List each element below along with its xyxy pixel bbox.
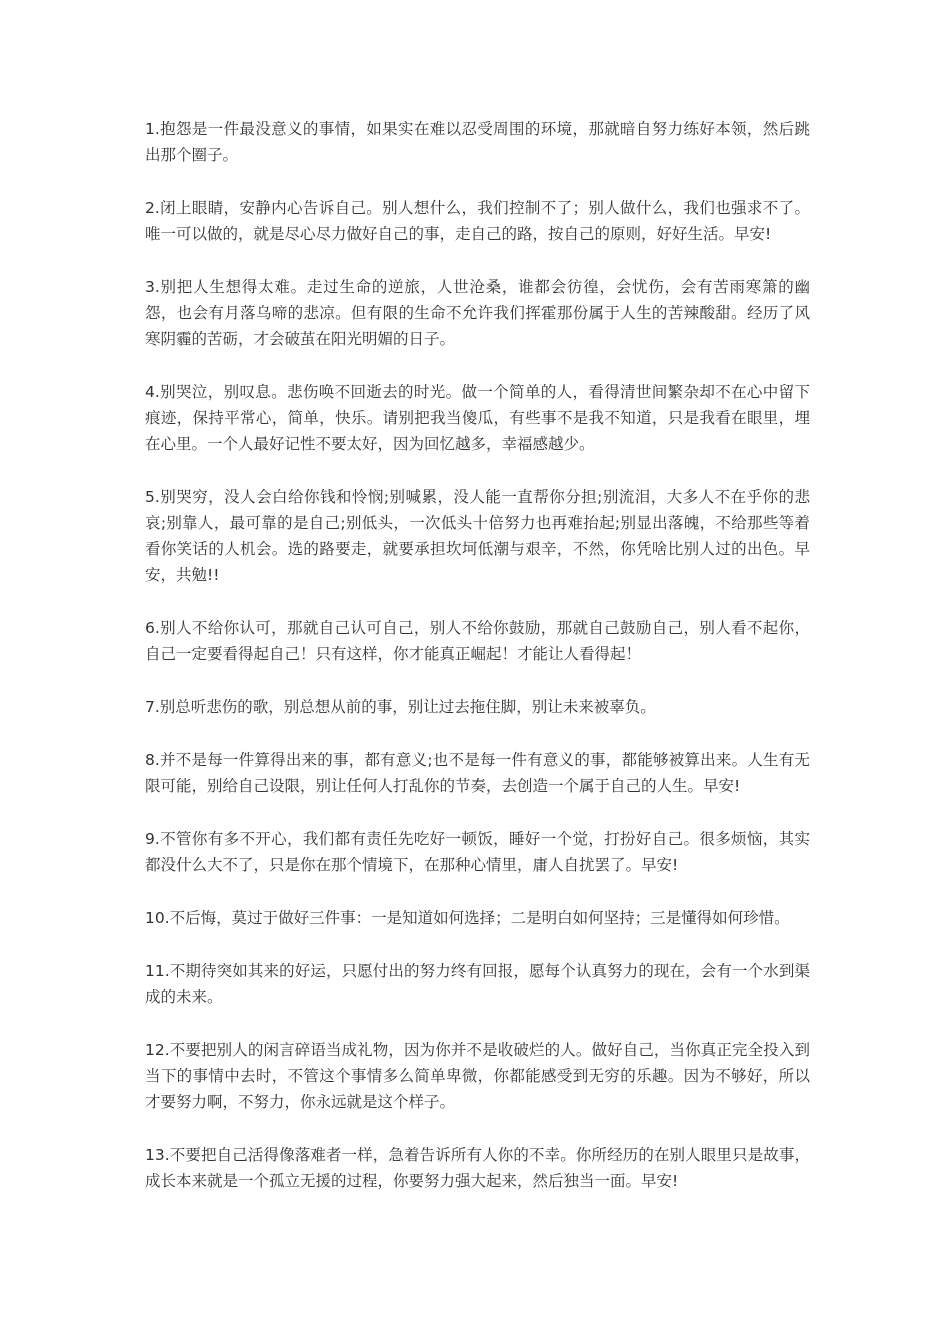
paragraph-5: 5.别哭穷，没人会白给你钱和怜悯;别喊累，没人能一直帮你分担;别流泪，大多人不在乎你的悲哀;别靠人，最可靠的是自己;别低头，一次低头十倍努力也再难抬起;别显出落魄，不给那些等着看你笑话的人机会。选的路要走，就要承担坎坷低潮与艰辛，不然，你凭啥比别人过的出色。早安，共勉!! — [145, 488, 810, 584]
paragraph-7: 7.别总听悲伤的歌，别总想从前的事，别让过去拖住脚，别让未来被辜负。 — [145, 698, 656, 716]
paragraph-12: 12.不要把别人的闲言碎语当成礼物，因为你并不是收破烂的人。做好自己，当你真正完全投入到当下的事情中去时，不管这个事情多么简单卑微，你都能感受到无穷的乐趣。因为不够好，所以才要努力啊，不努力，你永远就是这个样子。 — [145, 1041, 810, 1111]
paragraph-10: 10.不后悔，莫过于做好三件事：一是知道如何选择；二是明白如何坚持；三是懂得如何珍惜。 — [145, 909, 790, 927]
paragraph-9: 9.不管你有多不开心，我们都有责任先吃好一顿饭，睡好一个觉，打扮好自己。很多烦恼，其实都没什么大不了，只是你在那个情境下，在那种心情里，庸人自扰罢了。早安! — [145, 830, 810, 874]
paragraph-1: 1.抱怨是一件最没意义的事情，如果实在难以忍受周围的环境，那就暗自努力练好本领，然后跳出那个圈子。 — [145, 120, 810, 164]
document-body — [145, 116, 810, 1221]
paragraph-3: 3.别把人生想得太难。走过生命的逆旅，人世沧桑，谁都会彷徨，会忧伤，会有苦雨寒箫的幽怨，也会有月落乌啼的悲凉。但有限的生命不允许我们挥霍那份属于人生的苦辣酸甜。经历了风寒阴霾的苦砺，才会破茧在阳光明媚的日子。 — [145, 278, 810, 348]
paragraph-2: 2.闭上眼睛，安静内心告诉自己。别人想什么，我们控制不了；别人做什么，我们也强求不了。唯一可以做的，就是尽心尽力做好自己的事，走自己的路，按自己的原则，好好生活。早安! — [145, 199, 810, 243]
paragraph-6: 6.别人不给你认可，那就自己认可自己，别人不给你鼓励，那就自己鼓励自己，别人看不起你，自己一定要看得起自己！只有这样，你才能真正崛起！才能让人看得起！ — [145, 619, 810, 663]
paragraph-13: 13.不要把自己活得像落难者一样，急着告诉所有人你的不幸。你所经历的在别人眼里只是故事，成长本来就是一个孤立无援的过程，你要努力强大起来，然后独当一面。早安! — [145, 1146, 810, 1190]
paragraph-4: 4.别哭泣，别叹息。悲伤唤不回逝去的时光。做一个简单的人，看得清世间繁杂却不在心中留下痕迹，保持平常心，简单，快乐。请别把我当傻瓜，有些事不是我不知道，只是我看在眼里，埋在心里。一个人最好记性不要太好，因为回忆越多，幸福感越少。 — [145, 383, 810, 453]
paragraph-8: 8.并不是每一件算得出来的事，都有意义;也不是每一件有意义的事，都能够被算出来。人生有无限可能，别给自己设限，别让任何人打乱你的节奏，去创造一个属于自己的人生。早安! — [145, 751, 810, 795]
paragraph-11: 11.不期待突如其来的好运，只愿付出的努力终有回报，愿每个认真努力的现在，会有一个水到渠成的未来。 — [145, 962, 810, 1006]
